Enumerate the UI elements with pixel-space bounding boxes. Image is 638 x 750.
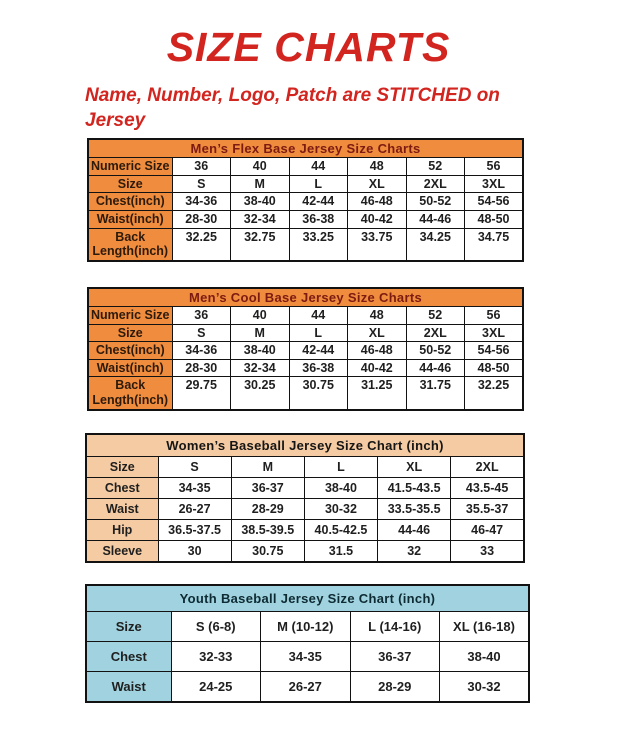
size-value: 43.5-45 xyxy=(451,477,524,498)
size-value: 44 xyxy=(289,306,348,324)
size-value: M xyxy=(231,324,290,342)
table-title: Youth Baseball Jersey Size Chart (inch) xyxy=(86,585,529,612)
table-row xyxy=(86,498,524,519)
row-label: Size xyxy=(86,611,171,641)
table-row xyxy=(88,306,523,324)
size-value: S xyxy=(172,324,231,342)
size-value: 2XL xyxy=(451,456,524,477)
size-value: 34-36 xyxy=(172,193,231,211)
size-value: 44-46 xyxy=(378,519,451,540)
row-label: Back Length(inch) xyxy=(88,228,172,261)
row-label: Chest(inch) xyxy=(88,193,172,211)
size-value: 35.5-37 xyxy=(451,498,524,519)
size-value: 28-30 xyxy=(172,211,231,229)
size-value: 34-35 xyxy=(261,641,351,671)
size-value: 36 xyxy=(172,158,231,176)
size-value: 36.5-37.5 xyxy=(158,519,231,540)
size-value: 50-52 xyxy=(406,193,465,211)
size-value: 28-29 xyxy=(350,671,440,702)
size-value: 56 xyxy=(465,158,524,176)
row-label: Waist xyxy=(86,498,158,519)
size-value: 52 xyxy=(406,306,465,324)
size-value: 36-38 xyxy=(289,359,348,377)
size-value: L xyxy=(289,324,348,342)
size-value: 44 xyxy=(289,158,348,176)
row-label: Size xyxy=(86,456,158,477)
size-value: 32.25 xyxy=(172,228,231,261)
row-label: Numeric Size xyxy=(88,158,172,176)
size-value: 46-47 xyxy=(451,519,524,540)
size-value: 30.75 xyxy=(289,377,348,410)
row-label: Back Length(inch) xyxy=(88,377,172,410)
table-row xyxy=(88,359,523,377)
table-title: Women’s Baseball Jersey Size Chart (inch) xyxy=(86,434,524,457)
page-subtitle: Name, Number, Logo, Patch are STITCHED on Jersey xyxy=(85,85,500,132)
size-value: 38-40 xyxy=(231,193,290,211)
size-table-youth-baseball xyxy=(85,584,530,703)
table-title-row xyxy=(86,585,529,612)
size-value: 2XL xyxy=(406,175,465,193)
size-value: 40.5-42.5 xyxy=(304,519,377,540)
size-value: 32-33 xyxy=(171,641,261,671)
table-title: Men’s Flex Base Jersey Size Charts xyxy=(88,139,523,158)
size-value: 46-48 xyxy=(348,193,407,211)
page-title: SIZE CHARTS xyxy=(166,24,451,70)
size-value: S xyxy=(158,456,231,477)
size-value: XL xyxy=(348,324,407,342)
size-value: 31.25 xyxy=(348,377,407,410)
size-value: 52 xyxy=(406,158,465,176)
size-value: 56 xyxy=(465,306,524,324)
size-value: 50-52 xyxy=(406,342,465,360)
table-row xyxy=(86,540,524,562)
size-value: 33.75 xyxy=(348,228,407,261)
size-value: 36 xyxy=(172,306,231,324)
table-row xyxy=(86,519,524,540)
size-value: XL xyxy=(378,456,451,477)
size-value: 48-50 xyxy=(465,211,524,229)
row-label: Waist(inch) xyxy=(88,211,172,229)
size-value: 36-37 xyxy=(350,641,440,671)
size-value: M xyxy=(231,175,290,193)
size-value: 24-25 xyxy=(171,671,261,702)
size-value: L xyxy=(304,456,377,477)
table-row xyxy=(88,175,523,193)
size-value: 40-42 xyxy=(348,359,407,377)
table-title-row xyxy=(86,434,524,457)
size-value: 42-44 xyxy=(289,342,348,360)
size-value: 38-40 xyxy=(304,477,377,498)
size-value: 29.75 xyxy=(172,377,231,410)
size-value: 36-38 xyxy=(289,211,348,229)
row-label: Hip xyxy=(86,519,158,540)
table-row xyxy=(88,211,523,229)
size-value: 44-46 xyxy=(406,211,465,229)
size-value: 34-35 xyxy=(158,477,231,498)
size-value: 38-40 xyxy=(231,342,290,360)
row-label: Sleeve xyxy=(86,540,158,562)
size-value: 32-34 xyxy=(231,211,290,229)
size-value: 30.25 xyxy=(231,377,290,410)
size-value: 32.75 xyxy=(231,228,290,261)
row-label: Size xyxy=(88,175,172,193)
size-value: 31.75 xyxy=(406,377,465,410)
size-charts-page xyxy=(85,0,532,703)
size-value: 34.25 xyxy=(406,228,465,261)
size-value: 28-29 xyxy=(231,498,304,519)
size-value: 30-32 xyxy=(304,498,377,519)
row-label: Waist xyxy=(86,671,171,702)
size-value: 54-56 xyxy=(465,342,524,360)
row-label: Chest(inch) xyxy=(88,342,172,360)
size-value: 32 xyxy=(378,540,451,562)
size-value: 54-56 xyxy=(465,193,524,211)
table-row xyxy=(86,477,524,498)
row-label: Waist(inch) xyxy=(88,359,172,377)
size-value: 40 xyxy=(231,306,290,324)
table-row xyxy=(88,377,523,410)
row-label: Numeric Size xyxy=(88,306,172,324)
row-label: Chest xyxy=(86,641,171,671)
table-row xyxy=(88,342,523,360)
size-value: 34.75 xyxy=(465,228,524,261)
table-title: Men’s Cool Base Jersey Size Charts xyxy=(88,288,523,307)
table-row xyxy=(88,324,523,342)
row-label: Size xyxy=(88,324,172,342)
size-value: S (6-8) xyxy=(171,611,261,641)
size-value: XL xyxy=(348,175,407,193)
size-value: 48 xyxy=(348,306,407,324)
table-row xyxy=(88,158,523,176)
size-value: XL (16-18) xyxy=(440,611,530,641)
size-value: 36-37 xyxy=(231,477,304,498)
table-row xyxy=(86,641,529,671)
size-value: 40 xyxy=(231,158,290,176)
table-row xyxy=(86,611,529,641)
size-value: L (14-16) xyxy=(350,611,440,641)
size-value: 46-48 xyxy=(348,342,407,360)
size-value: M (10-12) xyxy=(261,611,351,641)
size-value: 32-34 xyxy=(231,359,290,377)
size-value: S xyxy=(172,175,231,193)
size-value: 38-40 xyxy=(440,641,530,671)
size-value: 28-30 xyxy=(172,359,231,377)
size-table-mens-cool-base xyxy=(87,287,524,411)
size-value: 41.5-43.5 xyxy=(378,477,451,498)
size-value: M xyxy=(231,456,304,477)
size-value: 33.5-35.5 xyxy=(378,498,451,519)
size-value: 33.25 xyxy=(289,228,348,261)
size-value: 31.5 xyxy=(304,540,377,562)
size-value: 32.25 xyxy=(465,377,524,410)
table-row xyxy=(86,456,524,477)
size-value: 30-32 xyxy=(440,671,530,702)
size-value: 33 xyxy=(451,540,524,562)
size-value: 2XL xyxy=(406,324,465,342)
size-value: L xyxy=(289,175,348,193)
table-row xyxy=(86,671,529,702)
table-title-row xyxy=(88,139,523,158)
table-title-row xyxy=(88,288,523,307)
row-label: Chest xyxy=(86,477,158,498)
size-value: 44-46 xyxy=(406,359,465,377)
size-value: 3XL xyxy=(465,175,524,193)
size-table-mens-flex-base xyxy=(87,138,524,262)
table-row xyxy=(88,228,523,261)
size-value: 34-36 xyxy=(172,342,231,360)
size-value: 48 xyxy=(348,158,407,176)
size-value: 38.5-39.5 xyxy=(231,519,304,540)
size-value: 40-42 xyxy=(348,211,407,229)
size-value: 26-27 xyxy=(261,671,351,702)
tables-container xyxy=(85,138,532,703)
size-value: 42-44 xyxy=(289,193,348,211)
size-value: 30 xyxy=(158,540,231,562)
size-value: 26-27 xyxy=(158,498,231,519)
size-value: 48-50 xyxy=(465,359,524,377)
size-value: 30.75 xyxy=(231,540,304,562)
size-value: 3XL xyxy=(465,324,524,342)
size-table-womens-baseball xyxy=(85,433,525,563)
table-row xyxy=(88,193,523,211)
